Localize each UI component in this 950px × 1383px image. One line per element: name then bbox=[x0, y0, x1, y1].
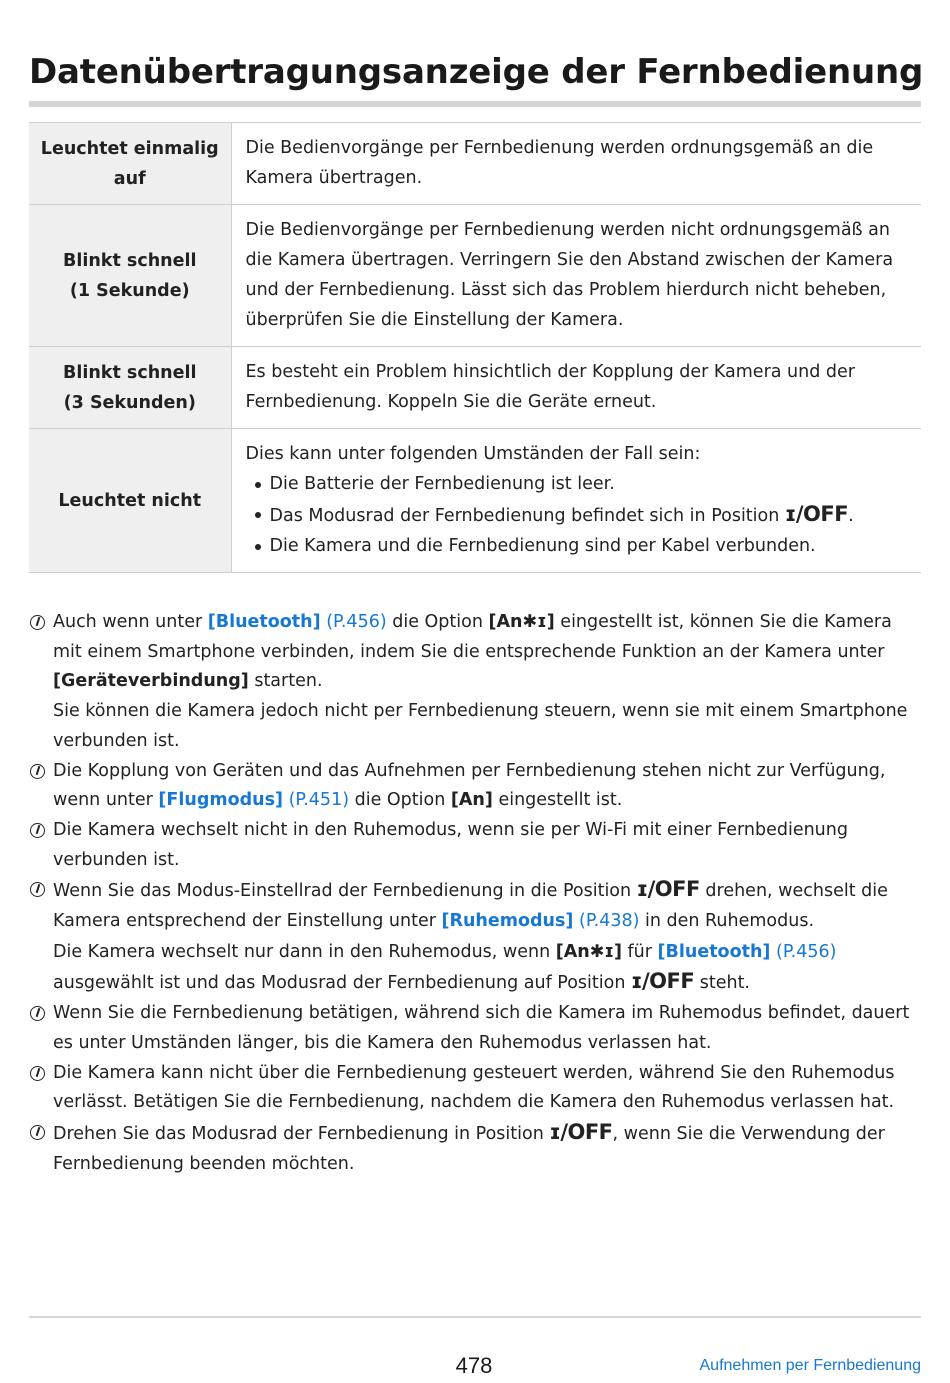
note bbox=[29, 816, 921, 875]
list-item bbox=[246, 469, 910, 499]
row-label: Leuchtet einmalig auf bbox=[29, 123, 231, 205]
option-label: [An] bbox=[450, 790, 493, 811]
status-table bbox=[29, 122, 921, 573]
note-text: Wenn Sie die Fernbedienung betätigen, während sich die Kamera im Ruhemodus befindet, dauert es unter Umständen länger, bis die Kamera den Ruhemodus verlassen hat. bbox=[53, 1003, 910, 1053]
mode-off-icon: ɪ/OFF bbox=[631, 969, 695, 994]
list-item bbox=[246, 499, 910, 531]
note bbox=[29, 875, 921, 999]
note-text: Auch wenn unter bbox=[53, 612, 208, 632]
note-text: , wenn Sie die Verwendung der Fernbedienung beenden möchten. bbox=[53, 1123, 885, 1174]
row-label-line: Blinkt schnell bbox=[63, 362, 197, 383]
section-link[interactable]: Aufnehmen per Fernbedienung bbox=[699, 1357, 921, 1374]
note-pencil-icon bbox=[30, 1125, 45, 1140]
note-pencil-icon bbox=[30, 1006, 45, 1021]
row-label bbox=[29, 347, 231, 429]
menu-label: [Geräteverbindung] bbox=[53, 671, 249, 692]
list-item-text: Die Kamera und die Fernbedienung sind per Kabel verbunden. bbox=[269, 536, 816, 556]
list-item-end: . bbox=[848, 506, 854, 526]
note-text: für bbox=[621, 941, 658, 962]
note-text: die Option bbox=[349, 790, 451, 811]
note-text: ausgewählt ist und das Modusrad der Fernbedienung auf Position bbox=[53, 973, 631, 994]
row-label: Leuchtet nicht bbox=[29, 429, 231, 573]
note-text: eingestellt ist. bbox=[492, 790, 623, 811]
note bbox=[29, 1059, 921, 1118]
note-text: starten. bbox=[248, 671, 323, 692]
mode-off-icon: ɪ/OFF bbox=[784, 502, 849, 526]
note-text: eingestellt ist, können Sie die Kamera mit einem Smartphone verbinden, indem Sie die entsprechende Funktion an der Kamera unter bbox=[53, 612, 892, 662]
note-text: Die Kamera wechselt nur dann in den Ruhemodus, wenn bbox=[53, 941, 556, 962]
note-text: die Option bbox=[386, 612, 489, 632]
note-pencil-icon bbox=[30, 615, 45, 630]
row-label-line: Blinkt schnell bbox=[63, 250, 197, 271]
page-ref-link[interactable]: (P.451) bbox=[288, 790, 350, 811]
row-intro: Dies kann unter folgenden Umständen der Fall sein: bbox=[245, 444, 701, 464]
flugmodus-link[interactable]: [Flugmodus] bbox=[158, 790, 283, 811]
page-ref-link[interactable]: (P.456) bbox=[326, 612, 387, 632]
table-row bbox=[29, 347, 921, 429]
note-pencil-icon bbox=[30, 823, 45, 838]
list-item-text: Die Batterie der Fernbedienung ist leer. bbox=[269, 474, 615, 494]
bluetooth-link[interactable]: [Bluetooth] bbox=[207, 612, 321, 632]
ruhemodus-link[interactable]: [Ruhemodus] bbox=[441, 911, 574, 932]
option-label: [An✱ɪ] bbox=[555, 941, 622, 962]
note-text: Die Kamera kann nicht über die Fernbedienung gesteuert werden, während Sie den Ruhemodus verlässt. Betätigen Sie die Fernbedienung, nachdem die Kamera den Ruhemodus verlassen hat. bbox=[53, 1062, 895, 1113]
row-label-line: (1 Sekunde) bbox=[69, 280, 190, 301]
title-underline bbox=[29, 101, 921, 107]
note-text: in den Ruhemodus. bbox=[639, 911, 815, 932]
table-row bbox=[29, 429, 921, 573]
note-text: Die Kopplung von Geräten und das Aufnehmen per Fernbedienung stehen nicht zur Verfügung, wenn unter bbox=[53, 760, 886, 811]
row-description: Die Bedienvorgänge per Fernbedienung werden nicht ordnungsgemäß an die Kamera übertragen. Verringern Sie den Abstand zwischen der Kamera und der Fernbedienung. Lässt sich das Problem hierdurch nicht beheben, überprüfen Sie die Einstellung der Kamera. bbox=[231, 205, 921, 347]
list-item-text: Das Modusrad der Fernbedienung befindet sich in Position bbox=[269, 506, 780, 526]
page-ref-link[interactable]: (P.456) bbox=[776, 941, 837, 962]
footer-divider bbox=[29, 1316, 921, 1318]
note-pencil-icon bbox=[30, 1066, 45, 1081]
note-pencil-icon bbox=[30, 764, 45, 779]
note-text: Die Kamera wechselt nicht in den Ruhemodus, wenn sie per Wi-Fi mit einer Fernbedienung verbunden ist. bbox=[53, 819, 848, 870]
mode-off-icon: ɪ/OFF bbox=[636, 877, 700, 902]
page-title: Datenübertragungsanzeige der Fernbedienung bbox=[29, 52, 924, 92]
row-description bbox=[231, 429, 921, 573]
page-ref-link[interactable]: (P.438) bbox=[579, 911, 640, 932]
row-label-line: (3 Sekunden) bbox=[63, 392, 196, 413]
note bbox=[29, 608, 921, 757]
bullet-list bbox=[246, 469, 910, 561]
notes-section bbox=[29, 608, 921, 1179]
row-label bbox=[29, 205, 231, 347]
mode-off-icon: ɪ/OFF bbox=[549, 1119, 613, 1144]
table-row bbox=[29, 123, 921, 205]
note bbox=[29, 1118, 921, 1179]
note bbox=[29, 757, 921, 816]
row-description: Die Bedienvorgänge per Fernbedienung werden ordnungsgemäß an die Kamera übertragen. bbox=[231, 123, 921, 205]
note-text: Drehen Sie das Modusrad der Fernbedienung in Position bbox=[53, 1123, 550, 1144]
bluetooth-link[interactable]: [Bluetooth] bbox=[657, 941, 771, 962]
note-text: Sie können die Kamera jedoch nicht per Fernbedienung steuern, wenn sie mit einem Smartphone verbunden ist. bbox=[53, 701, 908, 751]
option-label: [An✱ɪ] bbox=[488, 612, 555, 632]
row-description: Es besteht ein Problem hinsichtlich der Kopplung der Kamera und der Fernbedienung. Koppeln Sie die Geräte erneut. bbox=[231, 347, 921, 429]
note-pencil-icon bbox=[30, 882, 45, 897]
note bbox=[29, 999, 921, 1058]
note-text: steht. bbox=[694, 973, 750, 994]
note-text: Wenn Sie das Modus-Einstellrad der Fernbedienung in die Position bbox=[53, 881, 637, 902]
note-text: drehen, wechselt die Kamera entsprechend der Einstellung unter bbox=[53, 881, 888, 932]
table-row bbox=[29, 205, 921, 347]
list-item bbox=[246, 531, 910, 561]
page-number: 478 bbox=[455, 1353, 493, 1378]
